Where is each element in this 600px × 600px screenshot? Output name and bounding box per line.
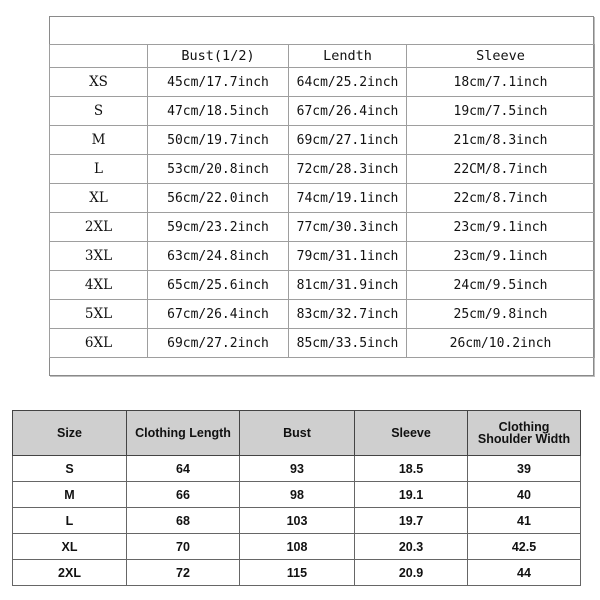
length-cell: 81cm/31.9inch xyxy=(289,271,407,300)
header-bust: Bust(1/2) xyxy=(148,45,289,68)
bust-cell: 56cm/22.0inch xyxy=(148,184,289,213)
table-header-row xyxy=(13,411,581,456)
table-row xyxy=(50,213,595,242)
bust-cell: 93 xyxy=(240,456,355,482)
bust-cell: 59cm/23.2inch xyxy=(148,213,289,242)
bust-cell: 45cm/17.7inch xyxy=(148,68,289,97)
size-cell: S xyxy=(50,97,148,126)
length-cell: 70 xyxy=(127,534,240,560)
length-cell: 77cm/30.3inch xyxy=(289,213,407,242)
bust-cell: 53cm/20.8inch xyxy=(148,155,289,184)
shoulder-cell: 42.5 xyxy=(468,534,581,560)
sleeve-cell: 18cm/7.1inch xyxy=(407,68,595,97)
table-header-row xyxy=(50,45,595,68)
sleeve-cell: 20.9 xyxy=(355,560,468,586)
table-row xyxy=(13,508,581,534)
table-row xyxy=(13,560,581,586)
table-row xyxy=(50,329,595,358)
table-row xyxy=(50,126,595,155)
bust-cell: 50cm/19.7inch xyxy=(148,126,289,155)
bust-cell: 69cm/27.2inch xyxy=(148,329,289,358)
table-row xyxy=(50,68,595,97)
size-cell: 5XL xyxy=(50,300,148,329)
table-row xyxy=(13,482,581,508)
bust-cell: 108 xyxy=(240,534,355,560)
bust-cell: 103 xyxy=(240,508,355,534)
size-cell: S xyxy=(13,456,127,482)
bust-cell: 115 xyxy=(240,560,355,586)
length-cell: 83cm/32.7inch xyxy=(289,300,407,329)
length-cell: 64 xyxy=(127,456,240,482)
size-cell: L xyxy=(50,155,148,184)
length-cell: 85cm/33.5inch xyxy=(289,329,407,358)
sleeve-cell: 22cm/8.7inch xyxy=(407,184,595,213)
size-chart-header-band xyxy=(50,17,593,45)
table-row xyxy=(13,456,581,482)
header-size xyxy=(50,45,148,68)
table-row xyxy=(50,97,595,126)
size-cell: 3XL xyxy=(50,242,148,271)
size-cell: XL xyxy=(50,184,148,213)
length-cell: 72cm/28.3inch xyxy=(289,155,407,184)
length-cell: 64cm/25.2inch xyxy=(289,68,407,97)
length-cell: 74cm/19.1inch xyxy=(289,184,407,213)
size-cell: 6XL xyxy=(50,329,148,358)
size-cell: 4XL xyxy=(50,271,148,300)
shoulder-cell: 40 xyxy=(468,482,581,508)
sleeve-cell: 19.7 xyxy=(355,508,468,534)
sleeve-cell: 22CM/8.7inch xyxy=(407,155,595,184)
header-sleeve: Sleeve xyxy=(407,45,595,68)
bust-cell: 98 xyxy=(240,482,355,508)
size-cell: M xyxy=(13,482,127,508)
size-cell: XL xyxy=(13,534,127,560)
bust-cell: 67cm/26.4inch xyxy=(148,300,289,329)
header-size: Size xyxy=(13,411,127,456)
table-row xyxy=(50,271,595,300)
header-clothing-length: Clothing Length xyxy=(127,411,240,456)
shoulder-cell: 41 xyxy=(468,508,581,534)
table-row xyxy=(50,242,595,271)
header-sleeve: Sleeve xyxy=(355,411,468,456)
size-cell: XS xyxy=(50,68,148,97)
sleeve-cell: 25cm/9.8inch xyxy=(407,300,595,329)
length-cell: 72 xyxy=(127,560,240,586)
table-row xyxy=(50,300,595,329)
size-cell: 2XL xyxy=(50,213,148,242)
header-shoulder-width: Clothing Shoulder Width xyxy=(468,411,581,456)
sleeve-cell: 19.1 xyxy=(355,482,468,508)
header-bust: Bust xyxy=(240,411,355,456)
sleeve-cell: 23cm/9.1inch xyxy=(407,242,595,271)
length-cell: 68 xyxy=(127,508,240,534)
table-row xyxy=(50,184,595,213)
bust-cell: 47cm/18.5inch xyxy=(148,97,289,126)
sleeve-cell: 18.5 xyxy=(355,456,468,482)
shoulder-cell: 44 xyxy=(468,560,581,586)
size-chart-cm-inch xyxy=(49,44,595,358)
length-cell: 67cm/26.4inch xyxy=(289,97,407,126)
sleeve-cell: 26cm/10.2inch xyxy=(407,329,595,358)
length-cell: 69cm/27.1inch xyxy=(289,126,407,155)
size-cell: 2XL xyxy=(13,560,127,586)
sleeve-cell: 20.3 xyxy=(355,534,468,560)
size-cell: M xyxy=(50,126,148,155)
sleeve-cell: 24cm/9.5inch xyxy=(407,271,595,300)
bust-cell: 65cm/25.6inch xyxy=(148,271,289,300)
shoulder-cell: 39 xyxy=(468,456,581,482)
sleeve-cell: 19cm/7.5inch xyxy=(407,97,595,126)
table-row xyxy=(50,155,595,184)
size-chart-numeric xyxy=(12,410,581,586)
sleeve-cell: 21cm/8.3inch xyxy=(407,126,595,155)
bust-cell: 63cm/24.8inch xyxy=(148,242,289,271)
size-cell: L xyxy=(13,508,127,534)
length-cell: 66 xyxy=(127,482,240,508)
length-cell: 79cm/31.1inch xyxy=(289,242,407,271)
table-row xyxy=(13,534,581,560)
sleeve-cell: 23cm/9.1inch xyxy=(407,213,595,242)
header-length: Lendth xyxy=(289,45,407,68)
